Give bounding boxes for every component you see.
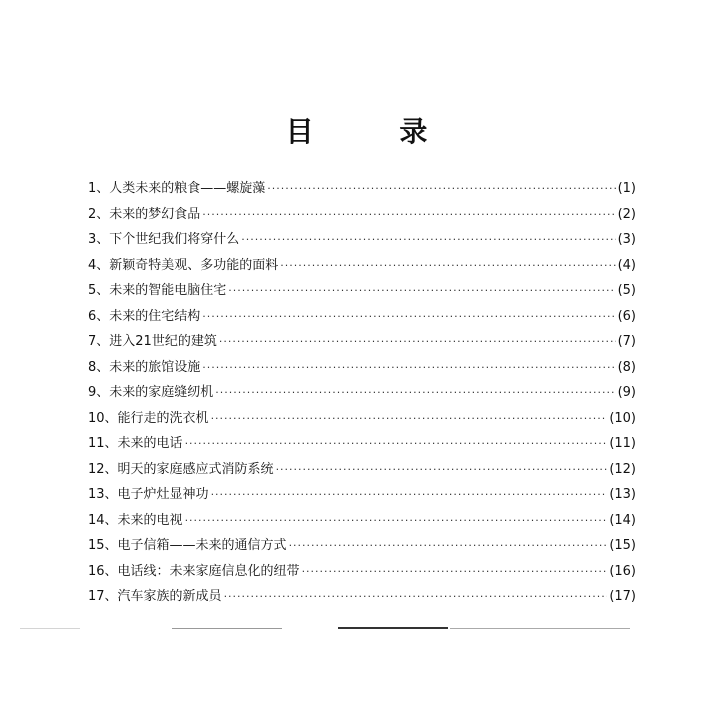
toc-entry[interactable]	[88, 202, 636, 228]
toc-entry-title: 明天的家庭感应式消防系统	[117, 461, 274, 477]
dot-leader	[185, 431, 608, 457]
toc-entry[interactable]	[88, 304, 636, 330]
dot-leader	[202, 202, 615, 228]
toc-entry-title: 未来的旅馆设施	[109, 359, 201, 375]
dot-leader	[267, 176, 615, 202]
toc-entry-title: 下个世纪我们将穿什么	[109, 232, 240, 247]
toc-entry-title: 电子信箱——未来的通信方式	[117, 538, 287, 553]
toc-entry-page: (9)	[617, 385, 636, 400]
toc-entry-number: 7、	[88, 334, 110, 349]
dot-leader	[276, 457, 608, 483]
toc-entry[interactable]	[88, 380, 636, 406]
toc-entry[interactable]	[88, 457, 636, 483]
toc-entry-title: 未来的电视	[117, 512, 183, 528]
toc-entry[interactable]	[88, 406, 636, 432]
toc-entry-number: 9、	[88, 385, 110, 400]
toc-entry-title: 未来的智能电脑住宅	[109, 283, 227, 298]
toc-entry-page: (5)	[617, 283, 636, 298]
toc-entry-number: 1、	[88, 181, 110, 196]
dot-leader	[224, 584, 608, 610]
toc-entry-number: 8、	[88, 359, 110, 375]
toc-entry-page: (15)	[609, 538, 636, 553]
toc-entry-title: 进入21世纪的建筑	[109, 334, 217, 349]
toc-entry-page: (10)	[609, 410, 636, 426]
dot-leader	[241, 227, 615, 253]
dot-leader	[185, 508, 608, 534]
toc-entry[interactable]	[88, 533, 636, 559]
toc-entry-number: 11、	[88, 436, 118, 451]
toc-entry-number: 15、	[88, 538, 118, 553]
table-of-contents	[88, 176, 636, 610]
toc-entry-title: 新颖奇特美观、多功能的面料	[109, 257, 279, 273]
toc-entry-number: 12、	[88, 461, 118, 477]
dot-leader	[302, 559, 608, 585]
toc-entry-page: (3)	[617, 232, 636, 247]
toc-entry[interactable]	[88, 482, 636, 508]
dot-leader	[202, 355, 615, 381]
toc-entry-title: 未来的住宅结构	[109, 308, 201, 324]
scan-rule-line	[450, 628, 630, 629]
toc-entry-page: (11)	[609, 436, 636, 451]
toc-entry[interactable]	[88, 278, 636, 304]
toc-entry-page: (8)	[617, 359, 636, 375]
toc-entry[interactable]	[88, 431, 636, 457]
dot-leader	[219, 329, 616, 355]
toc-entry-title: 未来的家庭缝纫机	[109, 385, 214, 400]
dot-leader	[228, 278, 615, 304]
toc-entry-page: (7)	[617, 334, 636, 349]
toc-entry-page: (6)	[617, 308, 636, 324]
toc-entry-title: 电子炉灶显神功	[117, 487, 209, 502]
toc-entry-title: 未来的梦幻食品	[109, 206, 201, 222]
toc-entry-page: (16)	[609, 563, 636, 579]
dot-leader	[202, 304, 615, 330]
toc-entry-number: 16、	[88, 563, 118, 579]
dot-leader	[211, 482, 608, 508]
page-title: 目 录	[285, 115, 466, 148]
toc-entry-number: 14、	[88, 512, 118, 528]
toc-entry-page: (2)	[617, 206, 636, 222]
toc-entry[interactable]	[88, 176, 636, 202]
toc-entry[interactable]	[88, 227, 636, 253]
toc-entry-title: 人类未来的粮食——螺旋藻	[109, 181, 266, 196]
toc-entry-title: 未来的电话	[117, 436, 183, 451]
toc-entry[interactable]	[88, 329, 636, 355]
toc-entry-page: (12)	[609, 461, 636, 477]
scan-rule-line	[20, 628, 80, 629]
toc-entry-number: 5、	[88, 283, 110, 298]
toc-entry[interactable]	[88, 559, 636, 585]
toc-entry-title: 电话线：未来家庭信息化的纽带	[117, 563, 300, 579]
toc-entry-number: 3、	[88, 232, 110, 247]
toc-entry-page: (1)	[617, 181, 636, 196]
toc-entry-page: (13)	[609, 487, 636, 502]
toc-entry-number: 17、	[88, 589, 118, 604]
toc-entry[interactable]	[88, 253, 636, 279]
toc-entry-number: 6、	[88, 308, 110, 324]
toc-entry[interactable]	[88, 584, 636, 610]
toc-entry-page: (17)	[609, 589, 636, 604]
dot-leader	[211, 406, 608, 432]
toc-entry-number: 13、	[88, 487, 118, 502]
dot-leader	[215, 380, 615, 406]
toc-entry-number: 4、	[88, 257, 110, 273]
toc-entry-number: 2、	[88, 206, 110, 222]
toc-entry-title: 汽车家族的新成员	[117, 589, 222, 604]
toc-entry-number: 10、	[88, 410, 118, 426]
scan-rule-line	[338, 627, 448, 629]
toc-entry-title: 能行走的洗衣机	[117, 410, 209, 426]
dot-leader	[289, 533, 608, 559]
dot-leader	[280, 253, 615, 279]
toc-entry[interactable]	[88, 355, 636, 381]
scan-rule-line	[172, 628, 282, 629]
toc-entry-page: (14)	[609, 512, 636, 528]
toc-entry-page: (4)	[617, 257, 636, 273]
toc-entry[interactable]	[88, 508, 636, 534]
